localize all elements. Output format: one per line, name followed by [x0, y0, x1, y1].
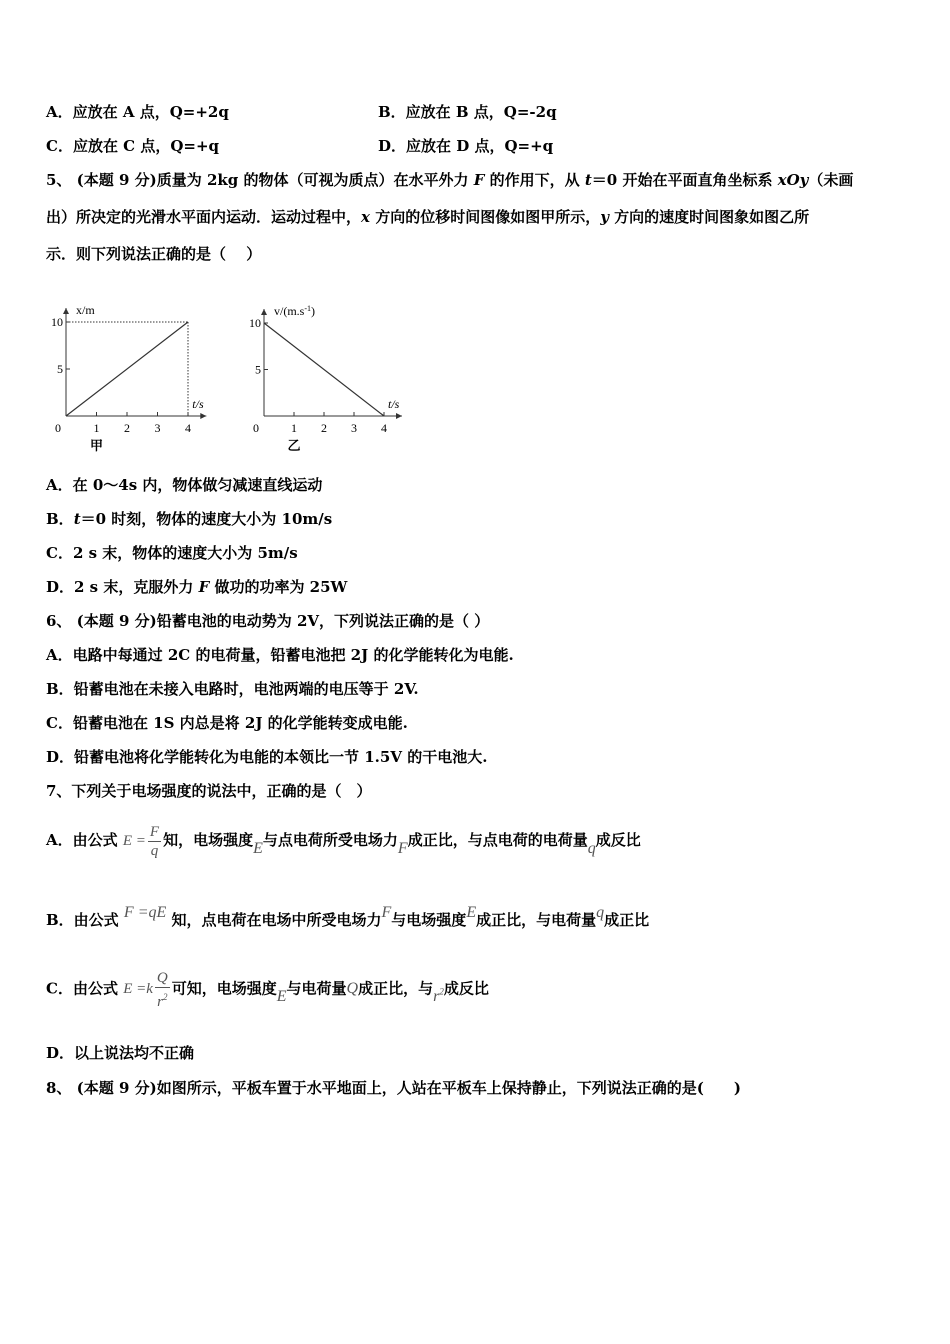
- y-tick-label: 10: [51, 315, 63, 329]
- x-tick-label: 0: [253, 421, 259, 435]
- q6-option-d: D．铅蓄电池将化学能转化为电能的本领比一节 1.5V 的干电池大.: [46, 748, 488, 766]
- x-tick-label: 4: [185, 421, 191, 435]
- formula-f-equals-qe: F =qE: [123, 904, 167, 921]
- q5-option-d: D．2 s 末，克服外力 F 做功的功率为 25W: [46, 578, 348, 596]
- y-tick-label: 5: [57, 362, 63, 376]
- chart-yi: [249, 304, 402, 453]
- series-line: [264, 323, 384, 416]
- formula-e-equals-f-over-q: E = $\frac{F}{q}$: [122, 824, 160, 860]
- q7-stem: 7、下列关于电场强度的说法中，正确的是（ ）: [46, 782, 372, 800]
- x-tick-label: 4: [381, 421, 387, 435]
- q4-option-c: C．应放在 C 点，Q=+q: [46, 137, 220, 155]
- y-axis-arrow: [63, 308, 69, 314]
- q5-stem-line2: 出）所决定的光滑水平面内运动．运动过程中，x 方向的位移时间图像如图甲所示，y 方向的速度时间图象如图乙所: [46, 208, 810, 226]
- q4-option-d: D．应放在 D 点，Q=+q: [378, 137, 554, 155]
- x-tick-label: 3: [351, 421, 357, 435]
- y-axis-label: $v/(m.s^{-1})$: [274, 304, 316, 318]
- q6-option-c: C．铅蓄电池在 1S 内总是将 2J 的化学能转变成电能.: [46, 714, 408, 732]
- chart-caption: 乙: [287, 438, 301, 453]
- x-axis-label: t/s: [388, 397, 400, 411]
- x-tick-label: 2: [124, 421, 130, 435]
- y-axis-label: x/m: [76, 303, 95, 317]
- q5-option-c: C．2 s 末，物体的速度大小为 5m/s: [46, 544, 298, 562]
- x-axis-arrow: [200, 413, 206, 419]
- q5-option-b: B．t＝0 时刻，物体的速度大小为 10m/s: [46, 510, 333, 528]
- q7-option-a: A．由公式 E = $\frac{F}{q}$ 知，电场强度E与点电荷所受电场力F成正比，与点电荷的电荷量q成反比: [46, 824, 641, 860]
- y-tick-label: 5: [255, 362, 261, 377]
- x-tick-label: 1: [93, 421, 100, 435]
- y-axis-arrow: [261, 309, 267, 315]
- chart-jia: [51, 303, 206, 453]
- q6-option-b: B．铅蓄电池在未接入电路时，电池两端的电压等于 2V.: [46, 680, 419, 698]
- q7-option-b: B．由公式 F =qE 知，点电荷在电场中所受电场力F与电场强度E成正比，与电荷量q成正比: [46, 904, 650, 929]
- q5-stem-line3: 示．则下列说法正确的是（ ）: [46, 245, 262, 263]
- q6-stem: 6、 (本题 9 分)铅蓄电池的电动势为 2V，下列说法正确的是（ ）: [46, 612, 490, 630]
- q8-stem: 8、 (本题 9 分)如图所示，平板车置于水平地面上，人站在平板车上保持静止，下列说法正确的是( ): [46, 1079, 741, 1097]
- q5-stem-line1: 5、 (本题 9 分)质量为 2kg 的物体（可视为质点）在水平外力 F 的作用下，从 t＝0 开始在平面直角坐标系 xOy（未画: [46, 171, 854, 189]
- q4-option-a: A．应放在 A 点，Q=+2q: [46, 103, 229, 121]
- x-tick-label: 2: [321, 421, 327, 435]
- x-axis-arrow: [396, 413, 402, 419]
- x-tick-label: 1: [291, 421, 297, 435]
- q5-graphs: [44, 286, 424, 458]
- q6-option-a: A．电路中每通过 2C 的电荷量，铅蓄电池把 2J 的化学能转化为电能.: [46, 646, 514, 664]
- x-tick-label: 0: [55, 421, 61, 435]
- q7-option-d: D．以上说法均不正确: [46, 1044, 195, 1062]
- x-axis-label: t/s: [192, 397, 204, 411]
- q7-option-c: C．由公式 E =k $\frac{Q}{r^2}$ 可知，电场强度E与电荷量Q成正比，与$r^2$成反比: [46, 969, 489, 1010]
- chart-caption: 甲: [89, 438, 104, 453]
- x-tick-label: 3: [154, 421, 161, 435]
- q5-option-a: A．在 0～4s 内，物体做匀减速直线运动: [46, 476, 323, 494]
- formula-e-equals-kq-over-r2: E =k $\frac{Q}{r^2}$: [123, 969, 168, 1010]
- y-tick-label: 10: [249, 316, 261, 330]
- series-line: [66, 322, 188, 416]
- q4-option-b: B．应放在 B 点，Q=-2q: [378, 103, 557, 121]
